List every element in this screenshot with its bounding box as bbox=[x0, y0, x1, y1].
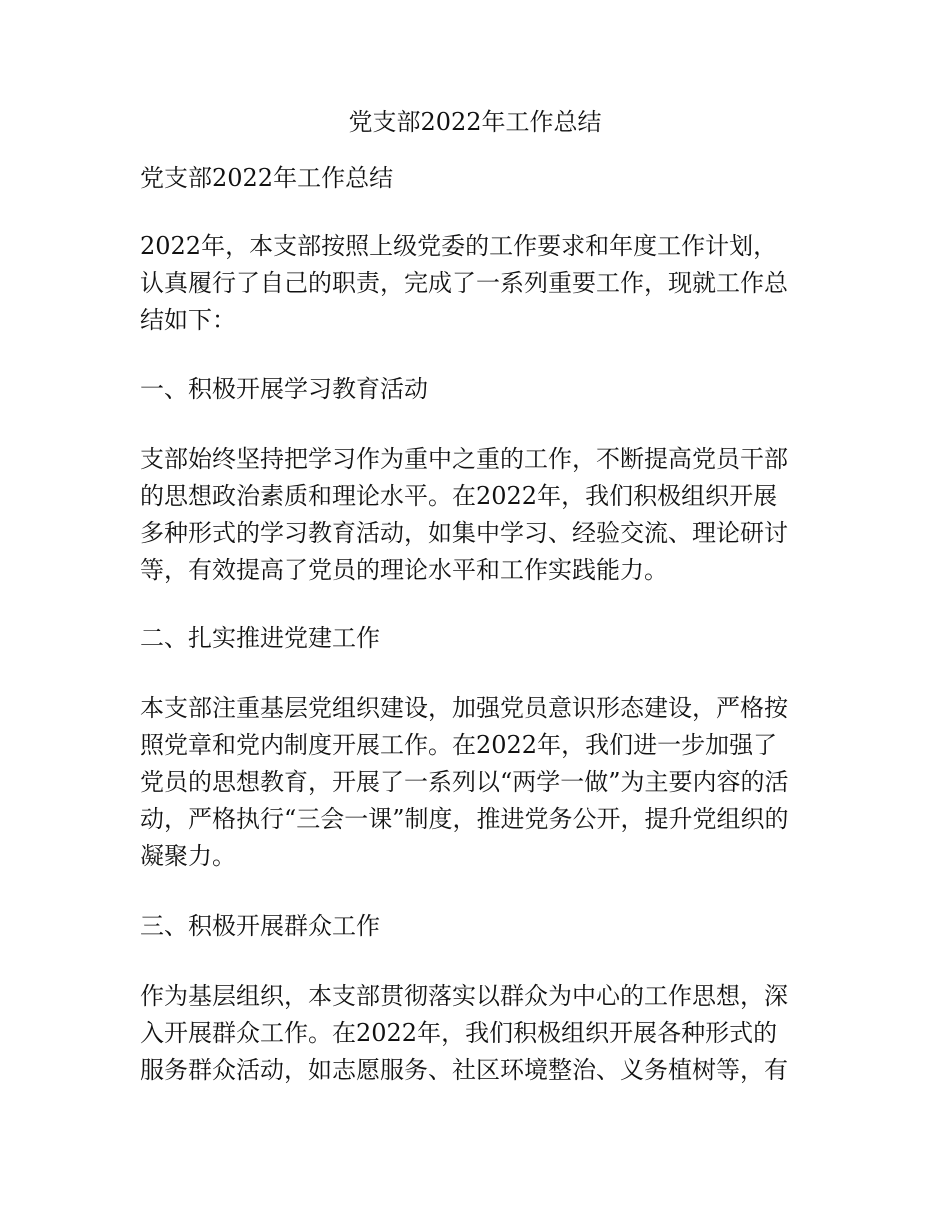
paragraph-line: 的思想政治素质和理论水平。在2022年，我们积极组织开展 bbox=[140, 482, 778, 510]
paragraph-line: 入开展群众工作。在2022年，我们积极组织开展各种形式的 bbox=[140, 1019, 778, 1047]
document-title: 党支部2022年工作总结 bbox=[348, 108, 602, 136]
paragraph-line: 等，有效提高了党员的理论水平和工作实践能力。 bbox=[140, 556, 668, 584]
paragraph-line: 本支部注重基层党组织建设，加强党员意识形态建设，严格按 bbox=[140, 694, 788, 722]
section-heading-3: 三、积极开展群众工作 bbox=[140, 912, 380, 940]
section-body-3 bbox=[140, 978, 820, 1089]
section-body-2 bbox=[140, 690, 820, 875]
paragraph-line: 结如下： bbox=[140, 306, 236, 334]
paragraph-line: 认真履行了自己的职责，完成了一系列重要工作，现就工作总 bbox=[140, 269, 788, 297]
section-heading-1: 一、积极开展学习教育活动 bbox=[140, 375, 428, 403]
paragraph-line: 作为基层组织，本支部贯彻落实以群众为中心的工作思想，深 bbox=[140, 982, 788, 1010]
section-heading-2: 二、扎实推进党建工作 bbox=[140, 624, 380, 652]
section-body-1 bbox=[140, 441, 820, 589]
paragraph-line: 2022年，本支部按照上级党委的工作要求和年度工作计划， bbox=[140, 232, 778, 260]
paragraph-line: 动，严格执行“三会一课”制度，推进党务公开，提升党组织的 bbox=[140, 805, 789, 833]
paragraph-line: 凝聚力。 bbox=[140, 842, 236, 870]
paragraph-line: 支部始终坚持把学习作为重中之重的工作，不断提高党员干部 bbox=[140, 445, 788, 473]
paragraph-line: 照党章和党内制度开展工作。在2022年，我们进一步加强了 bbox=[140, 731, 778, 759]
intro-paragraph bbox=[140, 228, 820, 339]
paragraph-line: 党员的思想教育，开展了一系列以“两学一做”为主要内容的活 bbox=[140, 768, 789, 796]
paragraph-line: 服务群众活动，如志愿服务、社区环境整治、义务植树等，有 bbox=[140, 1056, 788, 1084]
paragraph-line: 多种形式的学习教育活动，如集中学习、经验交流、理论研讨 bbox=[140, 519, 788, 547]
document-subtitle: 党支部2022年工作总结 bbox=[140, 164, 394, 192]
